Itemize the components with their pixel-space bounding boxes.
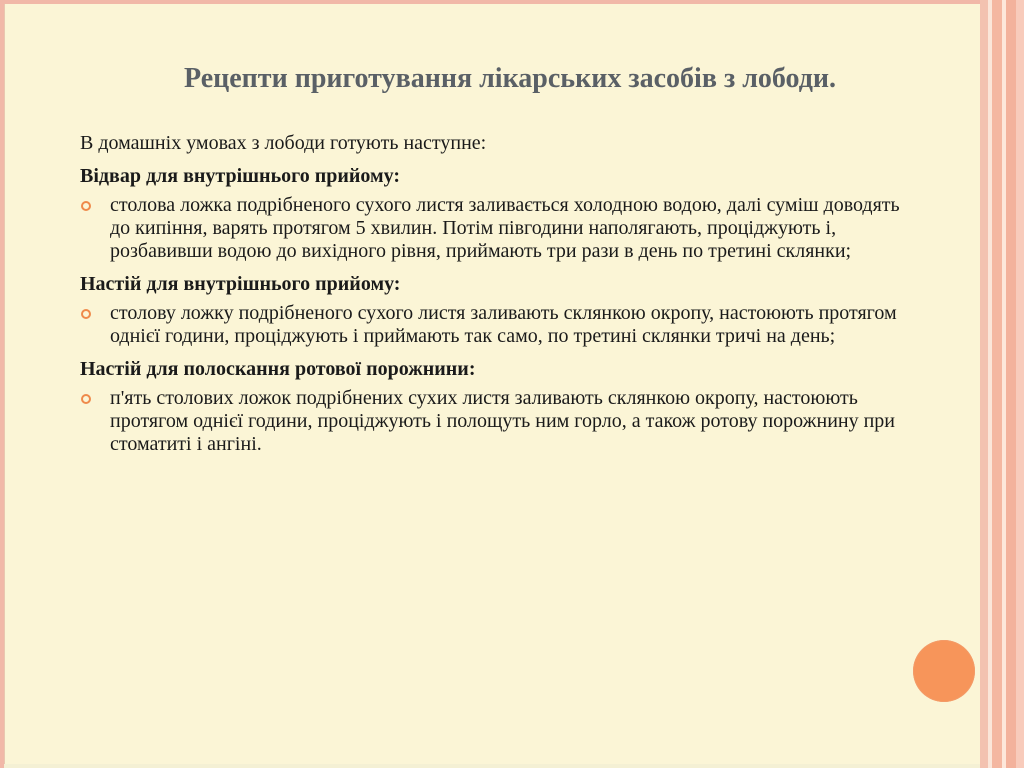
slide-title: Рецепти приготування лікарських засобів з лободи. (183, 63, 837, 94)
bullet-icon (81, 201, 91, 211)
section-heading: Настій для внутрішнього прийому: (80, 273, 401, 295)
list-item-text: столову ложку подрібненого сухого листя заливають склянкою окропу, настоюють протягом однієї години, проціджують і приймають так само, по третині склянки тричі на день; (110, 302, 897, 347)
intro-text: В домашніх умовах з лободи готують наступне: (80, 132, 487, 154)
section-heading: Відвар для внутрішнього прийому: (80, 165, 401, 187)
list-item (80, 302, 910, 348)
decorative-stripe (992, 0, 1002, 768)
list-item (80, 194, 910, 263)
list-item-text: столова ложка подрібненого сухого листя заливається холодною водою, далі суміш доводять до кипіння, варять протягом 5 хвилин. Потім півгодини наполягають, проціджують і, розбавивши водою до вихідного рівня, приймають три рази в день по третині склянки; (110, 194, 900, 262)
slide-content (80, 132, 910, 466)
list-item-text: п'ять столових ложок подрібнених сухих листя заливають склянкою окропу, настоюють протягом однієї години, проціджують і полощуть ним горло, а також ротову порожнину при стоматиті і ангіні. (110, 387, 895, 455)
decorative-stripe (1016, 0, 1024, 768)
bullet-icon (81, 394, 91, 404)
section-heading: Настій для полоскання ротової порожнини: (80, 358, 476, 380)
decorative-circle (913, 640, 975, 702)
decorative-stripe (980, 0, 988, 768)
decorative-stripe (1006, 0, 1016, 768)
bullet-icon (81, 309, 91, 319)
list-item (80, 387, 910, 456)
